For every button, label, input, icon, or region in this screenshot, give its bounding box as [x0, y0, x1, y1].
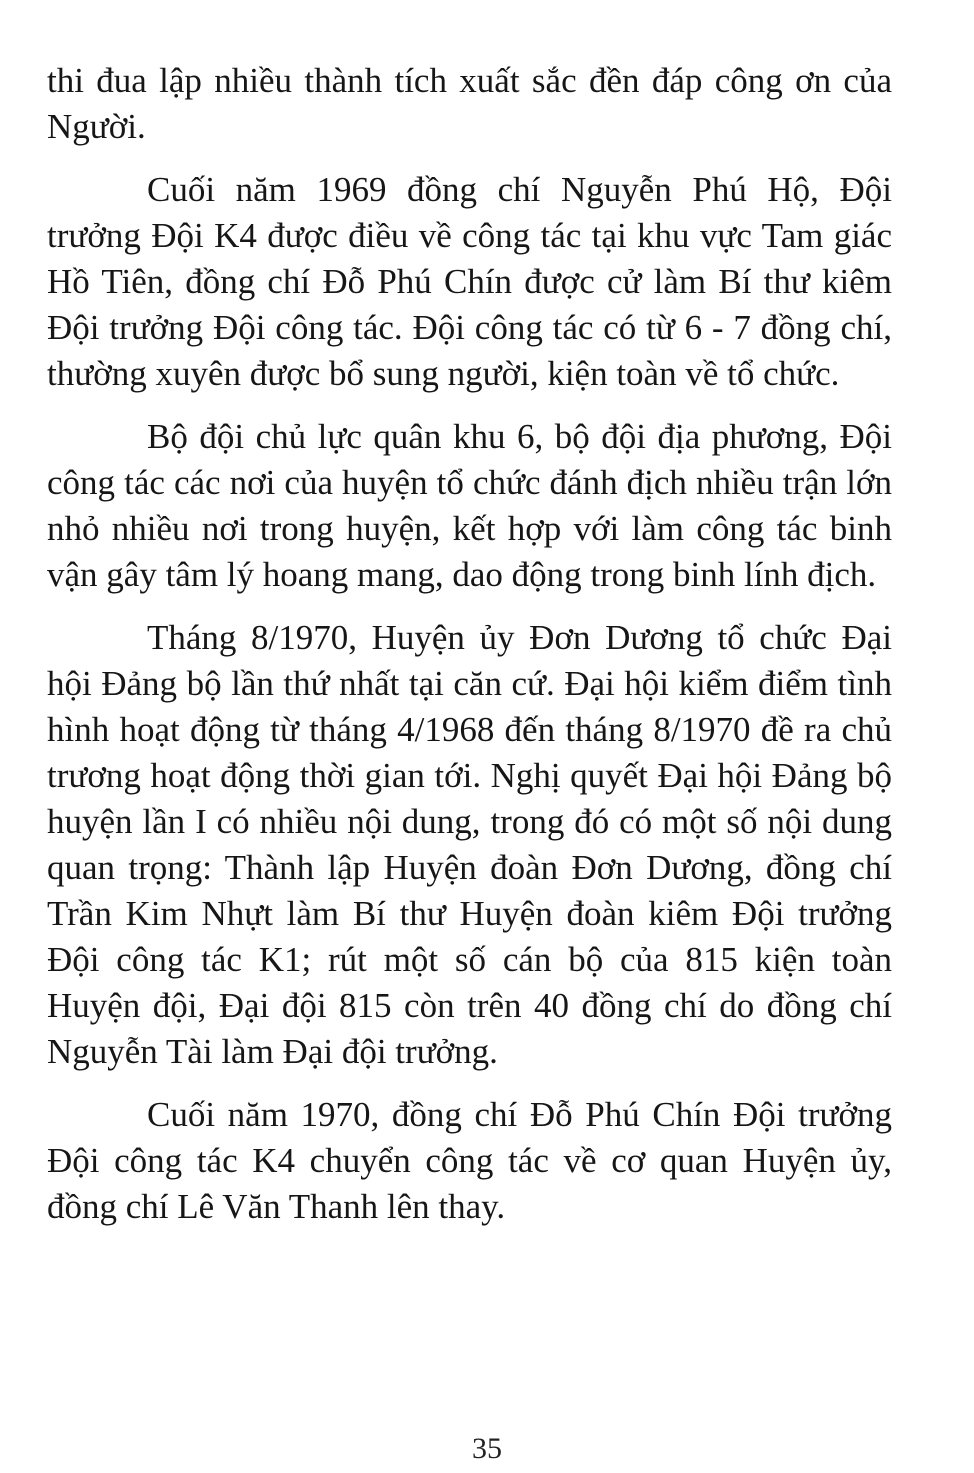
paragraph-military-operations: Bộ đội chủ lực quân khu 6, bộ đội địa phương, Đội công tác các nơi của huyện tổ chức đánh địch nhiều trận lớn nhỏ nhiều nơi trong huyện, kết hợp với làm công tác binh vận gây tâm lý hoang mang, dao động trong binh lính địch.	[47, 417, 892, 594]
paragraph-late-1970-transfer: Cuối năm 1970, đồng chí Đỗ Phú Chín Đội trưởng Đội công tác K4 chuyển công tác về cơ quan Huyện ủy, đồng chí Lê Văn Thanh lên thay.	[47, 1095, 892, 1226]
paragraph-party-congress-1970: Tháng 8/1970, Huyện ủy Đơn Dương tổ chức Đại hội Đảng bộ lần thứ nhất tại căn cứ. Đại hội kiểm điểm tình hình hoạt động từ tháng 4/1968 đến tháng 8/1970 đề ra chủ trương hoạt động thời gian tới. Nghị quyết Đại hội Đảng bộ huyện lần I có nhiều nội dung, trong đó có một số nội dung quan trọng: Thành lập Huyện đoàn Đơn Dương, đồng chí Trần Kim Nhựt làm Bí thư Huyện đoàn kiêm Đội trưởng Đội công tác K1; rút một số cán bộ của 815 kiện toàn Huyện đội, Đại đội 815 còn trên 40 đồng chí do đồng chí Nguyễn Tài làm Đại đội trưởng.	[47, 618, 892, 1071]
page-number: 35	[472, 1432, 502, 1465]
paragraph-continuation: thi đua lập nhiều thành tích xuất sắc đền đáp công ơn của Người.	[47, 61, 892, 146]
page-body	[47, 58, 892, 1247]
paragraph-team-k4-leadership: Cuối năm 1969 đồng chí Nguyễn Phú Hộ, Đội trưởng Đội K4 được điều về công tác tại khu vực Tam giác Hồ Tiên, đồng chí Đỗ Phú Chín được cử làm Bí thư kiêm Đội trưởng Đội công tác. Đội công tác có từ 6 - 7 đồng chí, thường xuyên được bổ sung người, kiện toàn về tổ chức.	[47, 170, 892, 393]
